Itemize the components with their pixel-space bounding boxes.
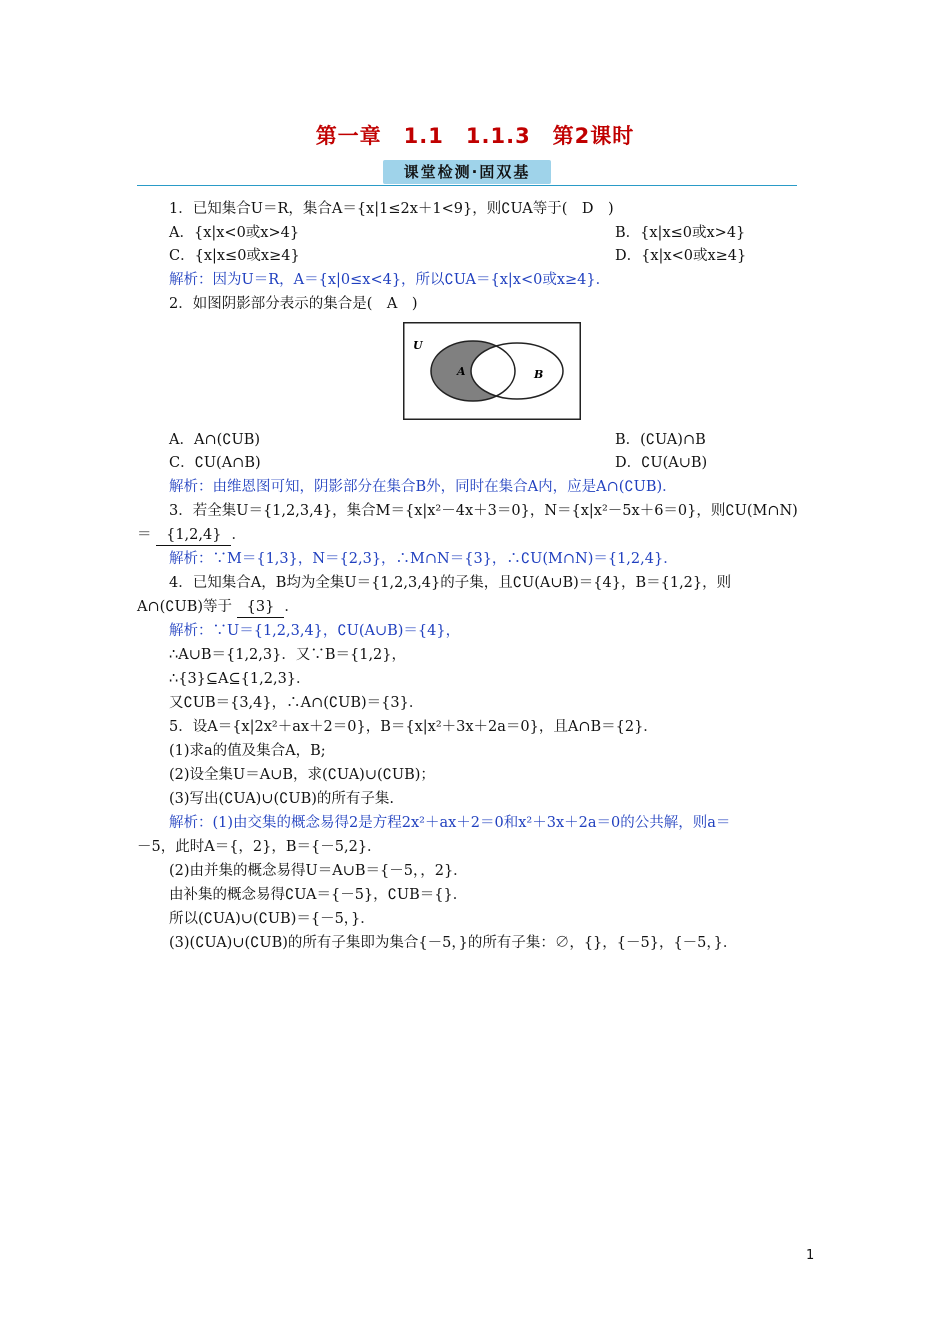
- q3-answer-blank: {1,2,4}: [156, 525, 231, 546]
- q5-analysis-cont: －5，此时A＝{，2}，B＝{－5,2}．: [137, 839, 382, 855]
- q1-option-a: [137, 223, 849, 243]
- q3-equals: ＝: [137, 527, 152, 543]
- divider: [137, 185, 797, 186]
- q2-option-a: [137, 430, 849, 450]
- q1-analysis: 解析：因为U＝R，A＝{x|0≤x<4}，所以∁UA＝{x|x<0或x≥4}．: [169, 272, 611, 288]
- q5-stem: 5．设A＝{x|2x²＋ax＋2＝0}，B＝{x|x²＋3x＋2a＝0}，且A∩B＝{2}．: [169, 719, 658, 735]
- q1-stem: 1．已知集合U＝R，集合A＝{x|1≤2x＋1<9}，则∁UA等于( D ): [169, 201, 614, 217]
- set-b-ellipse: [471, 343, 563, 399]
- q1-option-c-text: C．{x|x≤0或x≥4}: [169, 248, 300, 264]
- q4-answer-line: A∩(∁UB)等于 {3} ．: [137, 597, 817, 618]
- venn-diagram: [403, 322, 581, 420]
- page-number: 1: [806, 1248, 815, 1263]
- q2-option-a-text: A．A∩(∁UB): [169, 432, 261, 448]
- q2-option-c-text: C．∁U(A∩B): [169, 455, 261, 471]
- q3-analysis: 解析：∵M＝{1,3}，N＝{2,3}，∴M∩N＝{3}，∴∁U(M∩N)＝{1,2,4}．: [169, 551, 678, 567]
- set-a-label: A: [457, 365, 466, 378]
- q2-option-c: [137, 453, 849, 473]
- q5-part-1: (1)求a的值及集合A，B;: [169, 743, 326, 759]
- q2-option-d: D．∁U(A∪B): [615, 455, 708, 471]
- q3-answer-line: ＝ {1,2,4} ．: [137, 525, 817, 546]
- q5-step-1: (2)由并集的概念易得U＝A∪B＝{－5，，2}．: [169, 863, 468, 879]
- page-title: 第一章 1.1 1.1.3 第2课时: [315, 124, 635, 148]
- q5-step-2: 由补集的概念易得∁UA＝{－5}，∁UB＝{}．: [169, 887, 468, 903]
- q5-step-3: 所以(∁UA)∪(∁UB)＝{－5，}．: [169, 911, 375, 927]
- q5-part-3: (3)写出(∁UA)∪(∁UB)的所有子集.: [169, 791, 394, 807]
- q4-stem: 4．已知集合A，B均为全集U＝{1,2,3,4}的子集，且∁U(A∪B)＝{4}，B＝{1,2}，则: [169, 575, 732, 591]
- q1-option-b: B．{x|x≤0或x>4}: [615, 225, 746, 241]
- q2-option-b: B．(∁UA)∩B: [615, 432, 706, 448]
- q4-analysis: 解析：∵U＝{1,2,3,4}，∁U(A∪B)＝{4}，: [169, 623, 461, 639]
- set-b-label: B: [534, 368, 544, 381]
- q4-step-2: ∴{3}⊆A⊆{1,2,3}．: [169, 671, 311, 687]
- section-banner: 课堂检测·固双基: [383, 160, 551, 184]
- q5-step-4: (3)(∁UA)∪(∁UB)的所有子集即为集合{－5，}的所有子集：∅，{}，{－5}，{－5，}．: [169, 935, 738, 951]
- q1-option-c: [137, 246, 849, 266]
- q3-stem: 3．若全集U＝{1,2,3,4}，集合M＝{x|x²－4x＋3＝0}，N＝{x|x²－5x＋6＝0}，则∁U(M∩N): [169, 503, 798, 519]
- universe-label: U: [413, 339, 423, 352]
- q4-step-3: 又∁UB＝{3,4}，∴A∩(∁UB)＝{3}．: [169, 695, 424, 711]
- q1-option-a-text: A．{x|x<0或x>4}: [169, 225, 300, 241]
- q4-answer-blank: {3}: [237, 597, 285, 618]
- q4-step-1: ∴A∪B＝{1,2,3}．又∵B＝{1,2}，: [169, 647, 407, 663]
- q4-stem-cont: A∩(∁UB)等于: [137, 599, 233, 615]
- q5-part-2: (2)设全集U＝A∪B，求(∁UA)∪(∁UB)；: [169, 767, 435, 783]
- q2-stem: 2．如图阴影部分表示的集合是( A ): [169, 296, 418, 312]
- q2-analysis: 解析：由维恩图可知，阴影部分在集合B外，同时在集合A内，应是A∩(∁UB)．: [169, 479, 677, 495]
- q1-option-d: D．{x|x<0或x≥4}: [615, 248, 747, 264]
- q5-analysis: 解析：(1)由交集的概念易得2是方程2x²＋ax＋2＝0和x²＋3x＋2a＝0的公共解，则a＝: [169, 815, 731, 831]
